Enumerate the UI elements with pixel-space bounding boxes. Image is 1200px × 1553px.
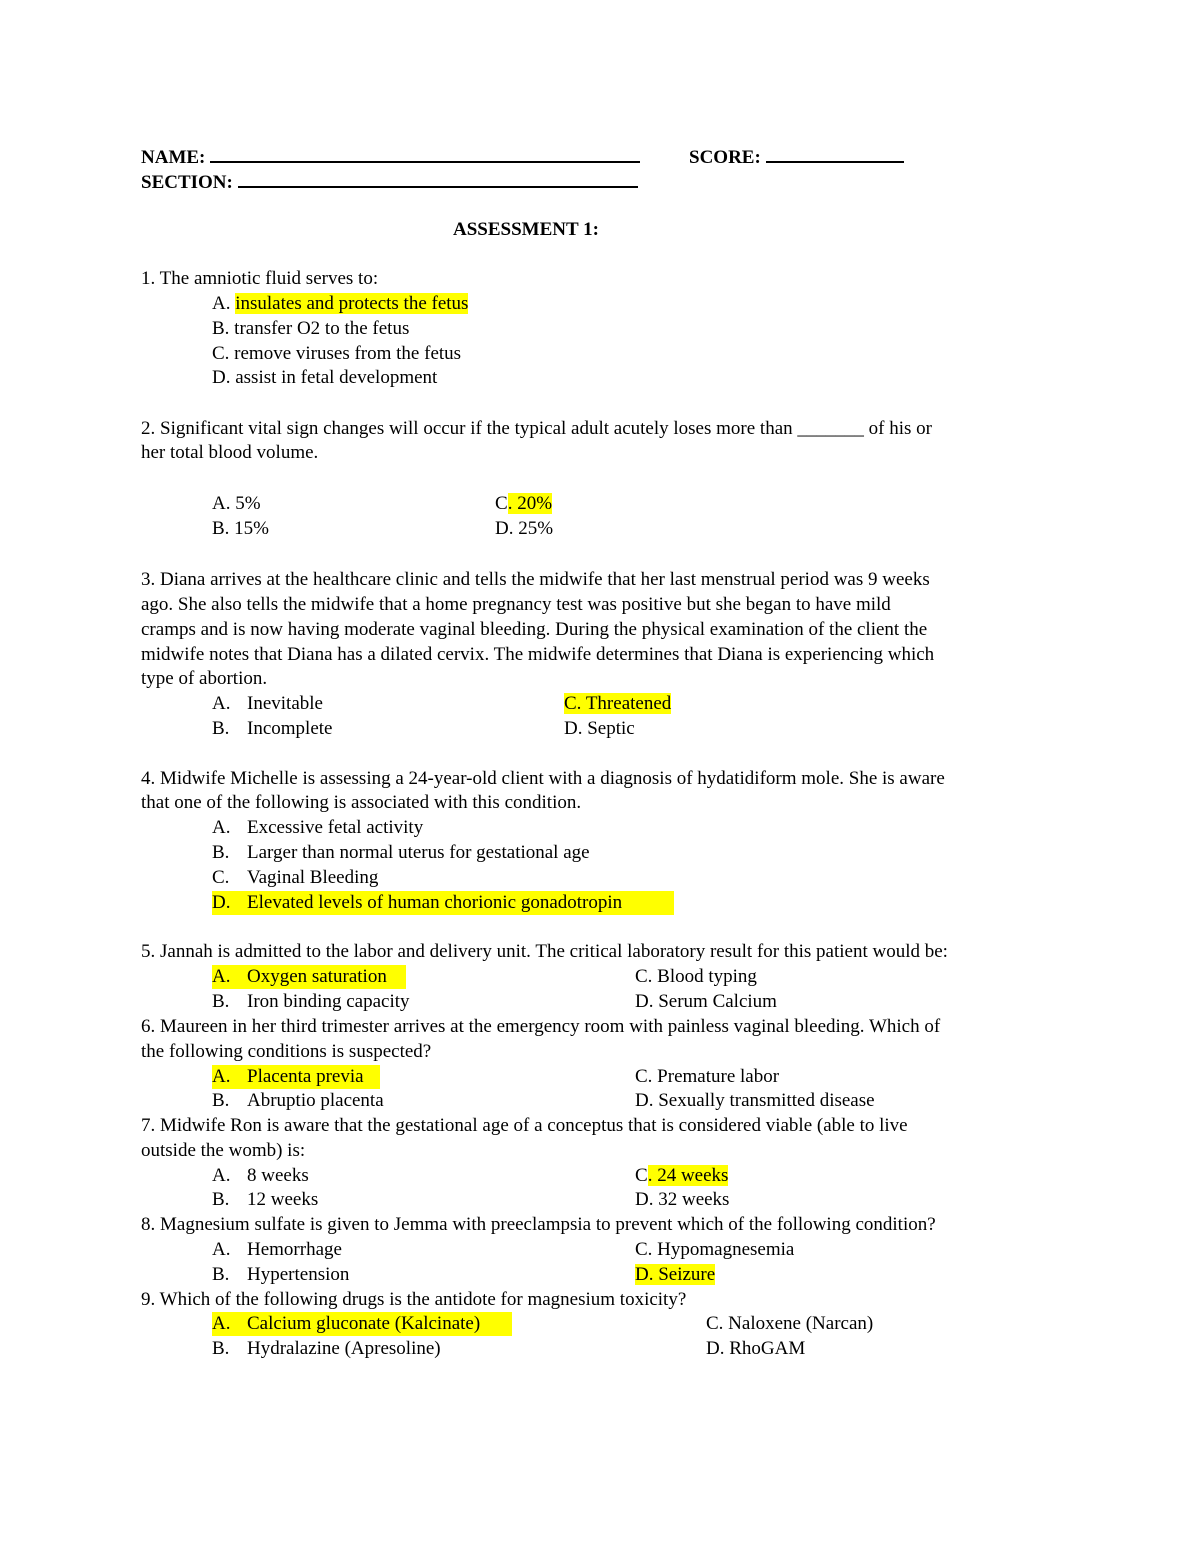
q7-a-letter: A. xyxy=(212,1165,231,1186)
q3-stem-line4: midwife notes that Diana has a dilated cervix. The midwife determines that Diana is experiencing which xyxy=(141,644,935,665)
q3-option-a xyxy=(212,692,323,716)
q6-option-d: D. Sexually transmitted disease xyxy=(635,1090,875,1111)
q8-d-answer-highlight: D. Seizure xyxy=(635,1264,716,1285)
q9-a-letter: A. xyxy=(212,1313,231,1334)
q5-a-text: Oxygen saturation xyxy=(247,966,387,987)
q2-option-a: A. 5% xyxy=(212,493,261,514)
q1-a-answer-highlight: insulates and protects the fetus xyxy=(235,293,469,314)
q6-option-b xyxy=(212,1089,384,1113)
q3-option-c xyxy=(564,692,671,716)
q6-option-c: C. Premature labor xyxy=(635,1066,780,1087)
q5-stem: 5. Jannah is admitted to the labor and delivery unit. The critical laboratory result for this patient would be: xyxy=(141,941,948,962)
q5-a-letter: A. xyxy=(212,966,231,987)
q1-option-a xyxy=(212,292,468,316)
q1-option-d: D. assist in fetal development xyxy=(212,367,438,388)
name-blank xyxy=(210,143,640,163)
q9-option-d: D. RhoGAM xyxy=(706,1338,806,1359)
q6-option-a-answer-highlight xyxy=(212,1065,380,1089)
name-label: NAME: xyxy=(141,147,206,168)
q8-a-text: Hemorrhage xyxy=(247,1239,342,1260)
q4-option-a xyxy=(212,816,424,840)
q3-b-text: Incomplete xyxy=(247,718,333,739)
q7-option-a xyxy=(212,1164,309,1188)
q8-a-letter: A. xyxy=(212,1239,231,1260)
q4-d-letter: D. xyxy=(212,892,231,913)
q4-option-b xyxy=(212,841,590,865)
q3-stem-line5: type of abortion. xyxy=(141,668,268,689)
q2-option-b: B. 15% xyxy=(212,518,269,539)
q5-option-c: C. Blood typing xyxy=(635,966,757,987)
section-blank xyxy=(238,168,638,188)
q7-stem-line1: 7. Midwife Ron is aware that the gestational age of a conceptus that is considered viable (able to live xyxy=(141,1115,908,1136)
q4-stem-line1: 4. Midwife Michelle is assessing a 24-year-old client with a diagnosis of hydatidiform mole. She is aware xyxy=(141,768,945,789)
q7-c-answer-highlight: . 24 weeks xyxy=(647,1165,729,1186)
q2-c-answer-highlight: . 20% xyxy=(507,493,553,514)
q5-option-a-answer-highlight xyxy=(212,965,406,989)
q2-option-d: D. 25% xyxy=(495,518,554,539)
page-title: ASSESSMENT 1: xyxy=(453,219,599,240)
q3-c-answer-highlight: C. Threatened xyxy=(564,693,672,714)
q2-stem-line2: her total blood volume. xyxy=(141,442,319,463)
q3-stem-line2: ago. She also tells the midwife that a home pregnancy test was positive but she began to have mild xyxy=(141,594,891,615)
q6-b-letter: B. xyxy=(212,1090,230,1111)
q6-a-text: Placenta previa xyxy=(247,1066,364,1087)
score-field xyxy=(689,143,904,170)
q1-option-b: B. transfer O2 to the fetus xyxy=(212,318,410,339)
q6-stem-line1: 6. Maureen in her third trimester arrives at the emergency room with painless vaginal bleeding. Which of xyxy=(141,1016,941,1037)
q7-b-letter: B. xyxy=(212,1189,230,1210)
q4-b-letter: B. xyxy=(212,842,230,863)
q4-a-text: Excessive fetal activity xyxy=(247,817,424,838)
q3-a-letter: A. xyxy=(212,693,231,714)
section-label: SECTION: xyxy=(141,172,233,193)
q4-b-text: Larger than normal uterus for gestational age xyxy=(247,842,590,863)
q5-option-d: D. Serum Calcium xyxy=(635,991,777,1012)
section-field xyxy=(141,168,638,195)
q6-stem-line2: the following conditions is suspected? xyxy=(141,1041,432,1062)
q5-option-b xyxy=(212,990,410,1014)
q3-a-text: Inevitable xyxy=(247,693,323,714)
q2-c-letter: C xyxy=(495,493,508,514)
q9-option-c: C. Naloxene (Narcan) xyxy=(706,1313,874,1334)
q3-option-b xyxy=(212,717,333,741)
q7-b-text: 12 weeks xyxy=(247,1189,319,1210)
q7-option-d: D. 32 weeks xyxy=(635,1189,730,1210)
q3-stem-line1: 3. Diana arrives at the healthcare clinic and tells the midwife that her last menstrual period was 9 weeks xyxy=(141,569,930,590)
q3-b-letter: B. xyxy=(212,718,230,739)
q3-stem-line3: cramps and is now having moderate vaginal bleeding. During the physical examination of the client the xyxy=(141,619,928,640)
q5-b-letter: B. xyxy=(212,991,230,1012)
q6-b-text: Abruptio placenta xyxy=(247,1090,384,1111)
q8-option-b xyxy=(212,1263,350,1287)
q4-option-d-answer-highlight xyxy=(212,891,674,915)
q7-option-b xyxy=(212,1188,319,1212)
q7-a-text: 8 weeks xyxy=(247,1165,309,1186)
q8-stem: 8. Magnesium sulfate is given to Jemma with preeclampsia to prevent which of the following condition? xyxy=(141,1214,936,1235)
q4-a-letter: A. xyxy=(212,817,231,838)
q9-option-a-answer-highlight xyxy=(212,1312,512,1336)
q4-c-text: Vaginal Bleeding xyxy=(247,867,379,888)
q8-option-a xyxy=(212,1238,342,1262)
q8-b-letter: B. xyxy=(212,1264,230,1285)
q5-b-text: Iron binding capacity xyxy=(247,991,410,1012)
q4-option-c xyxy=(212,866,379,890)
q4-d-text: Elevated levels of human chorionic gonadotropin xyxy=(247,892,623,913)
q9-stem: 9. Which of the following drugs is the antidote for magnesium toxicity? xyxy=(141,1289,687,1310)
q1-option-c: C. remove viruses from the fetus xyxy=(212,343,462,364)
q6-a-letter: A. xyxy=(212,1066,231,1087)
q1-a-letter: A. xyxy=(212,293,231,314)
q2-option-c xyxy=(495,492,552,516)
q2-stem-line1: 2. Significant vital sign changes will occur if the typical adult acutely loses more than _______ of his or xyxy=(141,418,932,439)
q7-stem-line2: outside the womb) is: xyxy=(141,1140,306,1161)
q3-option-d: D. Septic xyxy=(564,718,635,739)
q9-b-text: Hydralazine (Apresoline) xyxy=(247,1338,441,1359)
q8-option-c: C. Hypomagnesemia xyxy=(635,1239,795,1260)
q9-a-text: Calcium gluconate (Kalcinate) xyxy=(247,1313,481,1334)
q7-option-c xyxy=(635,1164,728,1188)
q8-b-text: Hypertension xyxy=(247,1264,350,1285)
q9-option-b xyxy=(212,1337,441,1361)
score-blank xyxy=(766,143,904,163)
score-label: SCORE: xyxy=(689,147,761,168)
q9-b-letter: B. xyxy=(212,1338,230,1359)
q4-c-letter: C. xyxy=(212,867,230,888)
q4-stem-line2: that one of the following is associated with this condition. xyxy=(141,792,582,813)
q8-option-d xyxy=(635,1263,715,1287)
name-field xyxy=(141,143,640,170)
q7-c-letter: C xyxy=(635,1165,648,1186)
q1-stem: 1. The amniotic fluid serves to: xyxy=(141,268,379,289)
